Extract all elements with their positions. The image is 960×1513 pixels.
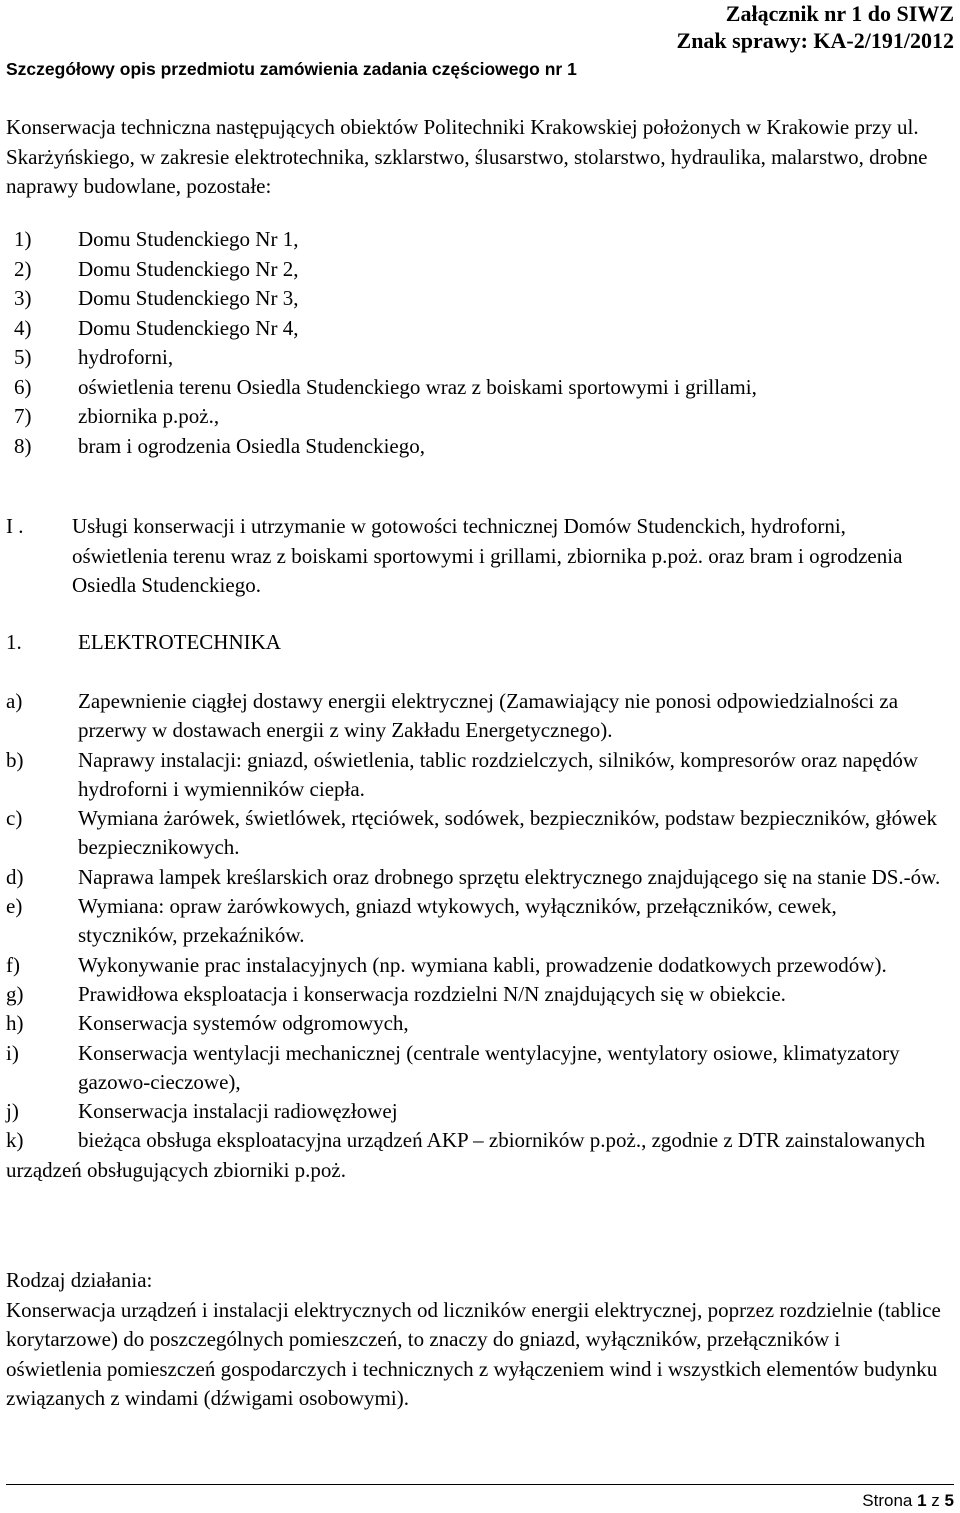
list-item-text: Domu Studenckiego Nr 1, <box>78 227 299 251</box>
task-letter: a) <box>6 689 23 713</box>
task-item <box>6 1126 941 1185</box>
list-item-number: 5) <box>14 345 32 369</box>
list-item <box>6 284 946 314</box>
list-item-number: 7) <box>14 404 32 428</box>
task-letter: i) <box>6 1040 19 1065</box>
task-item <box>6 980 941 1009</box>
list-item-number: 2) <box>14 256 32 281</box>
list-item-text: oświetlenia terenu Osiedla Studenckiego wraz z boiskami sportowymi i grillami, <box>78 374 757 399</box>
task-text: Naprawa lampek kreślarskich oraz drobnego sprzętu elektrycznego znajdującego się na stanie DS.-ów. <box>78 864 941 889</box>
list-item <box>6 314 946 344</box>
case-number: Znak sprawy: KA-2/191/2012 <box>676 28 954 53</box>
task-text: Konserwacja systemów odgromowych, <box>78 1011 409 1036</box>
task-text: Prawidłowa eksploatacja i konserwacja rozdzielni N/N znajdujących się w obiekcie. <box>78 981 786 1006</box>
page-label: Strona <box>862 1491 913 1510</box>
task-item <box>6 1009 941 1038</box>
list-item <box>6 255 946 285</box>
task-letter: e) <box>6 894 23 919</box>
section-text: Usługi konserwacji i utrzymanie w gotowości technicznej Domów Studenckich, hydroforni, oświetlenia terenu wraz z boiskami sportowymi i grillami, zbiornika p.poż. oraz bram i ogrodzenia Osiedla Studenckiego. <box>72 514 903 597</box>
list-item-text: Domu Studenckiego Nr 2, <box>78 256 299 281</box>
task-text: Wykonywanie prac instalacyjnych (np. wymiana kabli, prowadzenie dodatkowych przewodów). <box>78 952 887 977</box>
task-item <box>6 1039 941 1098</box>
intro-paragraph: Konserwacja techniczna następujących obiektów Politechniki Krakowskiej położonych w Krakowie przy ul. Skarżyńskiego, w zakresie elektrotechnika, szklarstwo, ślusarstwo, stolarstwo, hydraulika, malarstwo, drobne naprawy budowlane, pozostałe: <box>6 115 928 198</box>
task-letter: j) <box>6 1099 19 1124</box>
task-item <box>6 687 941 746</box>
list-item-text: Domu Studenckiego Nr 3, <box>78 286 299 310</box>
task-text: Naprawy instalacji: gniazd, oświetlenia, tablic rozdzielczych, silników, kompresorów oraz napędów hydroforni i wymienników ciepła. <box>78 747 919 801</box>
list-item-text: zbiornika p.poż., <box>78 404 220 428</box>
task-letter: h) <box>6 1011 24 1036</box>
page-total: 5 <box>944 1491 954 1510</box>
page-separator: z <box>931 1491 940 1510</box>
section-heading <box>6 512 946 601</box>
list-item <box>6 432 946 462</box>
subsection-title: ELEKTROTECHNIKA <box>78 630 281 654</box>
task-letter: f) <box>6 952 20 977</box>
list-item <box>6 343 946 373</box>
list-item-text: hydroforni, <box>78 345 174 369</box>
task-text: Zapewnienie ciągłej dostawy energii elektrycznej (Zamawiający nie ponosi odpowiedzialności za przerwy w dostawach energii z winy Zakładu Energetycznego). <box>78 689 899 743</box>
action-text: Konserwacja urządzeń i instalacji elektrycznych od liczników energii elektrycznej, poprzez rozdzielnie (tablice korytarzowe) do poszczególnych pomieszczeń, to znaczy do gniazd, wyłączników, przełączników i oświetlenia pomieszczeń gospodarczych i technicznych z wyłączeniem wind i wszystkich elementów budynku związanych z windami (dźwigami osobowymi). <box>6 1297 941 1410</box>
action-label: Rodzaj działania: <box>6 1268 153 1292</box>
subsection-heading <box>6 628 281 658</box>
list-item-text: bram i ogrodzenia Osiedla Studenckiego, <box>78 433 425 458</box>
tasks-list <box>6 687 941 1185</box>
task-text: Konserwacja wentylacji mechanicznej (centrale wentylacyjne, wentylatory osiowe, klimatyzatory gazowo-cieczowe), <box>78 1040 900 1094</box>
list-item-text: Domu Studenckiego Nr 4, <box>78 315 299 340</box>
task-item <box>6 1097 941 1126</box>
list-item-number: 8) <box>14 433 32 458</box>
task-text: Konserwacja instalacji radiowęzłowej <box>78 1099 398 1124</box>
section-number: I . <box>6 514 24 538</box>
task-item <box>6 951 941 980</box>
document-title: Szczegółowy opis przedmiotu zamówienia zadania częściowego nr 1 <box>6 59 577 79</box>
task-text: Wymiana żarówek, świetlówek, rtęciówek, sodówek, bezpieczników, podstaw bezpieczników, główek bezpiecznikowych. <box>78 806 938 860</box>
attachment-label: Załącznik nr 1 do SIWZ <box>725 1 954 26</box>
page-number <box>862 1490 954 1512</box>
list-item-number: 1) <box>14 227 32 251</box>
list-item-number: 4) <box>14 315 32 340</box>
task-text: Wymiana: opraw żarówkowych, gniazd wtykowych, wyłączników, przełączników, cewek, styczników, przekaźników. <box>78 894 837 948</box>
task-item <box>6 804 941 863</box>
task-item <box>6 863 941 892</box>
subsection-number: 1. <box>6 630 22 654</box>
task-letter: k) <box>6 1128 24 1153</box>
list-item-number: 6) <box>14 374 32 399</box>
objects-list <box>6 225 946 461</box>
task-text: bieżąca obsługa eksploatacyjna urządzeń AKP – zbiorników p.poż., zgodnie z DTR zainstalowanych urządzeń obsługujących zbiorniki p.poż. <box>6 1128 926 1182</box>
task-item <box>6 746 941 805</box>
list-item <box>6 225 946 255</box>
list-item <box>6 402 946 432</box>
footer-divider <box>6 1484 954 1485</box>
page-current: 1 <box>917 1491 927 1510</box>
task-letter: g) <box>6 981 24 1006</box>
action-description <box>6 1266 941 1414</box>
task-letter: d) <box>6 864 24 889</box>
list-item <box>6 373 946 403</box>
task-item <box>6 892 941 951</box>
list-item-number: 3) <box>14 286 32 310</box>
task-letter: c) <box>6 806 23 831</box>
task-letter: b) <box>6 747 24 772</box>
